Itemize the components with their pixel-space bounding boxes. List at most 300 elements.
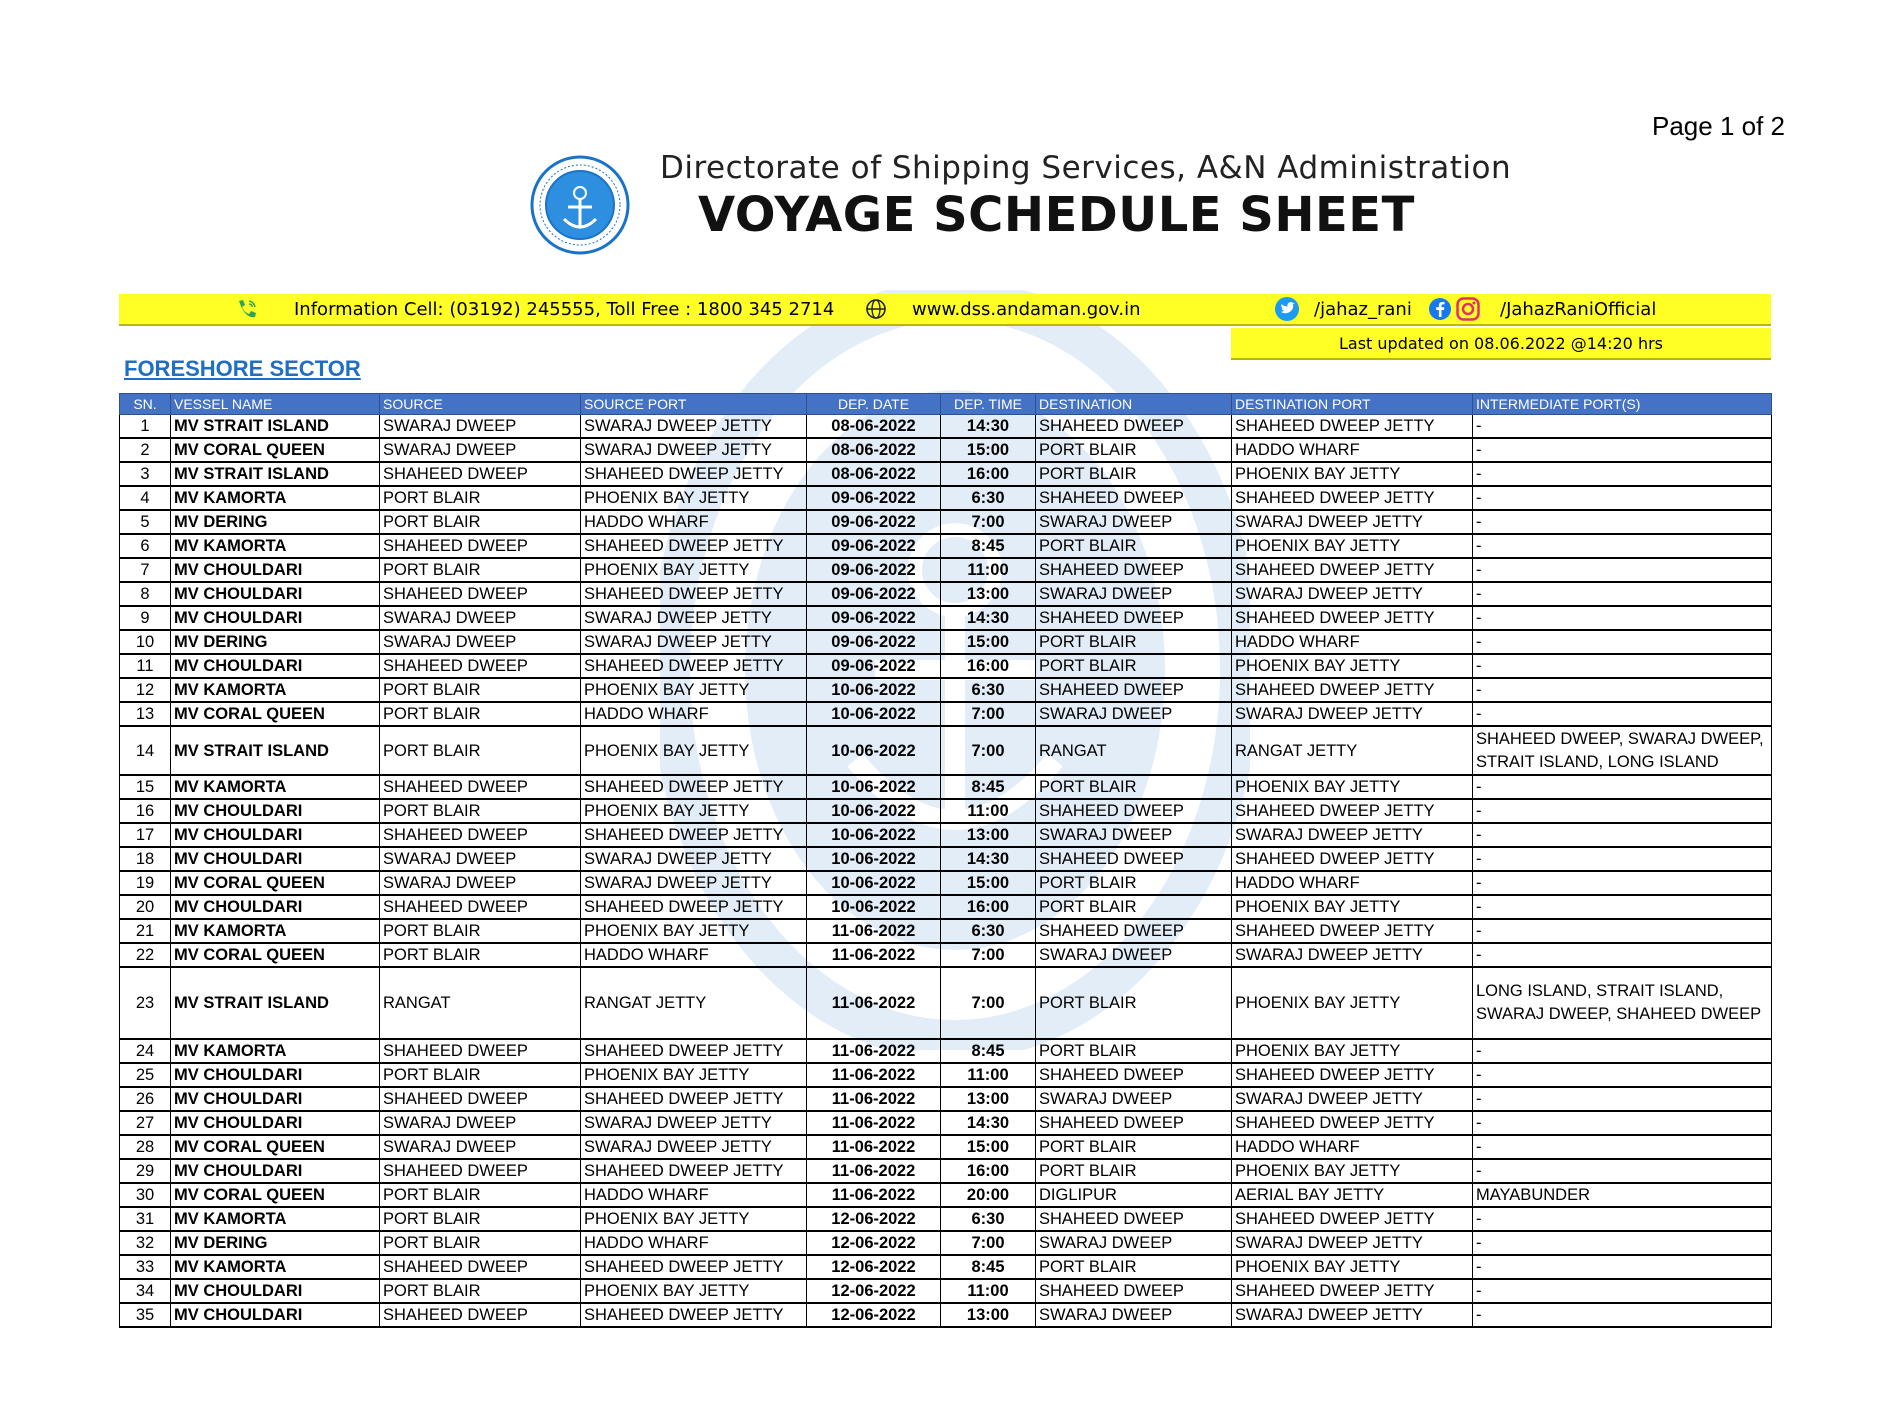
col-vessel-name-cell: MV CORAL QUEEN — [171, 702, 380, 726]
col-intermediate-ports-cell: - — [1473, 1255, 1772, 1279]
col-dep-time-cell: 15:00 — [941, 438, 1036, 462]
col-intermediate-ports-cell: - — [1473, 1207, 1772, 1231]
col-destination-port-cell: AERIAL BAY JETTY — [1232, 1183, 1473, 1207]
table-row — [120, 1231, 1772, 1255]
col-dep-time-cell: 13:00 — [941, 1303, 1036, 1327]
col-destination-port-cell: PHOENIX BAY JETTY — [1232, 775, 1473, 799]
col-vessel-name-cell: MV STRAIT ISLAND — [171, 726, 380, 775]
col-sn-cell: 9 — [120, 606, 171, 630]
col-dep-date-cell: 10-06-2022 — [807, 871, 941, 895]
col-destination-cell: SHAHEED DWEEP — [1036, 1063, 1232, 1087]
col-source-port-cell: PHOENIX BAY JETTY — [581, 799, 807, 823]
table-row — [120, 1207, 1772, 1231]
col-source-cell: PORT BLAIR — [380, 510, 581, 534]
col-source-port-cell: PHOENIX BAY JETTY — [581, 1207, 807, 1231]
col-dep-time-cell: 13:00 — [941, 823, 1036, 847]
table-row — [120, 486, 1772, 510]
col-intermediate-ports-cell: - — [1473, 510, 1772, 534]
table-row — [120, 1183, 1772, 1207]
col-dep-date-header: DEP. DATE — [807, 394, 941, 415]
table-row — [120, 415, 1772, 439]
table-row — [120, 630, 1772, 654]
table-row — [120, 967, 1772, 1039]
col-sn-cell: 19 — [120, 871, 171, 895]
col-destination-cell: SHAHEED DWEEP — [1036, 415, 1232, 439]
col-source-port-cell: SHAHEED DWEEP JETTY — [581, 1255, 807, 1279]
col-destination-cell: SWARAJ DWEEP — [1036, 582, 1232, 606]
table-row — [120, 510, 1772, 534]
col-destination-cell: PORT BLAIR — [1036, 871, 1232, 895]
col-vessel-name-cell: MV CHOULDARI — [171, 558, 380, 582]
col-destination-cell: RANGAT — [1036, 726, 1232, 775]
facebook-icon[interactable] — [1426, 297, 1454, 321]
col-dep-date-cell: 12-06-2022 — [807, 1231, 941, 1255]
col-source-port-cell: SHAHEED DWEEP JETTY — [581, 823, 807, 847]
col-vessel-name-cell: MV DERING — [171, 510, 380, 534]
col-destination-port-cell: RANGAT JETTY — [1232, 726, 1473, 775]
col-source-port-cell: PHOENIX BAY JETTY — [581, 726, 807, 775]
col-dep-date-cell: 10-06-2022 — [807, 702, 941, 726]
col-source-cell: SHAHEED DWEEP — [380, 1159, 581, 1183]
last-updated-banner — [1231, 328, 1771, 360]
table-row — [120, 919, 1772, 943]
col-dep-date-cell: 09-06-2022 — [807, 606, 941, 630]
col-dep-date-cell: 11-06-2022 — [807, 1135, 941, 1159]
col-destination-cell: SWARAJ DWEEP — [1036, 1303, 1232, 1327]
col-dep-time-cell: 20:00 — [941, 1183, 1036, 1207]
col-destination-port-cell: SHAHEED DWEEP JETTY — [1232, 1063, 1473, 1087]
col-destination-cell: SWARAJ DWEEP — [1036, 1087, 1232, 1111]
col-intermediate-ports-cell: - — [1473, 1303, 1772, 1327]
table-row — [120, 895, 1772, 919]
col-intermediate-ports-cell: - — [1473, 1063, 1772, 1087]
col-source-port-cell: PHOENIX BAY JETTY — [581, 486, 807, 510]
col-sn-cell: 7 — [120, 558, 171, 582]
col-destination-cell: SWARAJ DWEEP — [1036, 1231, 1232, 1255]
col-dep-date-cell: 11-06-2022 — [807, 919, 941, 943]
col-vessel-name-cell: MV CHOULDARI — [171, 582, 380, 606]
col-sn-cell: 13 — [120, 702, 171, 726]
col-sn-cell: 34 — [120, 1279, 171, 1303]
col-destination-header: DESTINATION — [1036, 394, 1232, 415]
col-source-cell: PORT BLAIR — [380, 1207, 581, 1231]
col-source-cell: PORT BLAIR — [380, 919, 581, 943]
twitter-icon[interactable] — [1272, 296, 1302, 322]
col-destination-cell: SHAHEED DWEEP — [1036, 486, 1232, 510]
col-vessel-name-header: VESSEL NAME — [171, 394, 380, 415]
col-source-header: SOURCE — [380, 394, 581, 415]
col-source-cell: SHAHEED DWEEP — [380, 895, 581, 919]
col-sn-cell: 22 — [120, 943, 171, 967]
col-dep-time-cell: 6:30 — [941, 678, 1036, 702]
table-row — [120, 558, 1772, 582]
col-vessel-name-cell: MV CHOULDARI — [171, 847, 380, 871]
col-source-port-cell: SHAHEED DWEEP JETTY — [581, 775, 807, 799]
col-destination-port-cell: PHOENIX BAY JETTY — [1232, 1039, 1473, 1063]
col-dep-date-cell: 09-06-2022 — [807, 582, 941, 606]
col-intermediate-ports-cell: - — [1473, 895, 1772, 919]
col-destination-port-cell: SWARAJ DWEEP JETTY — [1232, 582, 1473, 606]
col-dep-time-cell: 7:00 — [941, 726, 1036, 775]
col-destination-port-cell: SHAHEED DWEEP JETTY — [1232, 415, 1473, 439]
table-row — [120, 1255, 1772, 1279]
col-sn-cell: 3 — [120, 462, 171, 486]
col-destination-cell: PORT BLAIR — [1036, 1255, 1232, 1279]
col-sn-cell: 17 — [120, 823, 171, 847]
col-vessel-name-cell: MV CORAL QUEEN — [171, 1183, 380, 1207]
col-destination-port-cell: SHAHEED DWEEP JETTY — [1232, 558, 1473, 582]
col-source-port-cell: SWARAJ DWEEP JETTY — [581, 415, 807, 439]
col-destination-cell: PORT BLAIR — [1036, 462, 1232, 486]
col-destination-cell: SHAHEED DWEEP — [1036, 799, 1232, 823]
col-destination-port-cell: SWARAJ DWEEP JETTY — [1232, 1231, 1473, 1255]
table-row — [120, 799, 1772, 823]
instagram-icon[interactable] — [1454, 297, 1482, 321]
col-dep-time-cell: 11:00 — [941, 799, 1036, 823]
department-seal-logo — [530, 155, 630, 255]
col-destination-cell: PORT BLAIR — [1036, 895, 1232, 919]
col-dep-date-cell: 09-06-2022 — [807, 654, 941, 678]
col-intermediate-ports-cell: - — [1473, 438, 1772, 462]
col-destination-port-cell: SHAHEED DWEEP JETTY — [1232, 799, 1473, 823]
col-destination-cell: PORT BLAIR — [1036, 1135, 1232, 1159]
col-dep-time-cell: 16:00 — [941, 654, 1036, 678]
table-header — [120, 394, 1772, 415]
table-row — [120, 871, 1772, 895]
col-dep-time-cell: 14:30 — [941, 606, 1036, 630]
col-source-port-cell: SWARAJ DWEEP JETTY — [581, 438, 807, 462]
col-dep-time-cell: 15:00 — [941, 630, 1036, 654]
col-dep-time-cell: 8:45 — [941, 1255, 1036, 1279]
col-destination-cell: SWARAJ DWEEP — [1036, 823, 1232, 847]
col-sn-cell: 21 — [120, 919, 171, 943]
col-sn-cell: 29 — [120, 1159, 171, 1183]
col-destination-cell: SHAHEED DWEEP — [1036, 1111, 1232, 1135]
col-dep-date-cell: 10-06-2022 — [807, 799, 941, 823]
col-dep-time-cell: 16:00 — [941, 1159, 1036, 1183]
col-sn-cell: 15 — [120, 775, 171, 799]
col-dep-time-cell: 11:00 — [941, 1279, 1036, 1303]
col-intermediate-ports-cell: - — [1473, 823, 1772, 847]
col-dep-time-cell: 15:00 — [941, 1135, 1036, 1159]
col-dep-time-cell: 13:00 — [941, 582, 1036, 606]
col-destination-cell: PORT BLAIR — [1036, 534, 1232, 558]
col-intermediate-ports-header: INTERMEDIATE PORT(S) — [1473, 394, 1772, 415]
col-vessel-name-cell: MV STRAIT ISLAND — [171, 462, 380, 486]
col-dep-time-header: DEP. TIME — [941, 394, 1036, 415]
col-sn-cell: 20 — [120, 895, 171, 919]
col-sn-cell: 12 — [120, 678, 171, 702]
col-source-port-cell: SWARAJ DWEEP JETTY — [581, 606, 807, 630]
col-intermediate-ports-cell: - — [1473, 799, 1772, 823]
col-intermediate-ports-cell: - — [1473, 702, 1772, 726]
col-destination-cell: SHAHEED DWEEP — [1036, 558, 1232, 582]
col-destination-port-cell: PHOENIX BAY JETTY — [1232, 1255, 1473, 1279]
col-dep-date-cell: 09-06-2022 — [807, 558, 941, 582]
col-source-cell: SWARAJ DWEEP — [380, 606, 581, 630]
table-row — [120, 1063, 1772, 1087]
col-dep-time-cell: 6:30 — [941, 919, 1036, 943]
col-intermediate-ports-cell: - — [1473, 1135, 1772, 1159]
col-source-cell: PORT BLAIR — [380, 943, 581, 967]
col-sn-cell: 18 — [120, 847, 171, 871]
col-destination-port-cell: SWARAJ DWEEP JETTY — [1232, 823, 1473, 847]
col-intermediate-ports-cell: LONG ISLAND, STRAIT ISLAND, SWARAJ DWEEP, SHAHEED DWEEP — [1473, 967, 1772, 1039]
col-source-cell: PORT BLAIR — [380, 486, 581, 510]
col-vessel-name-cell: MV CORAL QUEEN — [171, 871, 380, 895]
col-vessel-name-cell: MV KAMORTA — [171, 775, 380, 799]
col-intermediate-ports-cell: - — [1473, 486, 1772, 510]
col-dep-time-cell: 7:00 — [941, 1231, 1036, 1255]
col-source-port-cell: HADDO WHARF — [581, 1231, 807, 1255]
col-sn-cell: 4 — [120, 486, 171, 510]
col-dep-date-cell: 10-06-2022 — [807, 726, 941, 775]
col-destination-cell: PORT BLAIR — [1036, 630, 1232, 654]
table-row — [120, 678, 1772, 702]
col-intermediate-ports-cell: - — [1473, 678, 1772, 702]
last-updated-text: Last updated on 08.06.2022 @14:20 hrs — [1339, 333, 1663, 353]
col-vessel-name-cell: MV KAMORTA — [171, 1255, 380, 1279]
col-vessel-name-cell: MV CHOULDARI — [171, 654, 380, 678]
col-vessel-name-cell: MV CHOULDARI — [171, 1303, 380, 1327]
col-dep-time-cell: 16:00 — [941, 895, 1036, 919]
col-vessel-name-cell: MV CHOULDARI — [171, 1087, 380, 1111]
col-vessel-name-cell: MV CORAL QUEEN — [171, 1135, 380, 1159]
table-row — [120, 1159, 1772, 1183]
table-row — [120, 1303, 1772, 1327]
col-dep-date-cell: 09-06-2022 — [807, 510, 941, 534]
col-source-port-cell: SHAHEED DWEEP JETTY — [581, 1087, 807, 1111]
col-intermediate-ports-cell: SHAHEED DWEEP, SWARAJ DWEEP, STRAIT ISLAND, LONG ISLAND — [1473, 726, 1772, 775]
col-destination-cell: PORT BLAIR — [1036, 775, 1232, 799]
col-sn-cell: 25 — [120, 1063, 171, 1087]
table-row — [120, 702, 1772, 726]
table-row — [120, 582, 1772, 606]
col-destination-cell: PORT BLAIR — [1036, 1159, 1232, 1183]
col-source-port-cell: HADDO WHARF — [581, 1183, 807, 1207]
col-source-cell: SHAHEED DWEEP — [380, 1039, 581, 1063]
col-dep-time-cell: 16:00 — [941, 462, 1036, 486]
table-row — [120, 726, 1772, 775]
col-intermediate-ports-cell: - — [1473, 1279, 1772, 1303]
col-dep-date-cell: 10-06-2022 — [807, 775, 941, 799]
col-dep-time-cell: 7:00 — [941, 943, 1036, 967]
col-destination-port-cell: SHAHEED DWEEP JETTY — [1232, 1279, 1473, 1303]
col-source-cell: SWARAJ DWEEP — [380, 847, 581, 871]
col-dep-time-cell: 8:45 — [941, 534, 1036, 558]
col-sn-cell: 27 — [120, 1111, 171, 1135]
col-source-port-cell: SHAHEED DWEEP JETTY — [581, 895, 807, 919]
col-destination-port-cell: PHOENIX BAY JETTY — [1232, 654, 1473, 678]
col-sn-cell: 14 — [120, 726, 171, 775]
col-destination-cell: SHAHEED DWEEP — [1036, 678, 1232, 702]
col-destination-port-cell: SWARAJ DWEEP JETTY — [1232, 510, 1473, 534]
col-intermediate-ports-cell: - — [1473, 871, 1772, 895]
col-destination-port-cell: SHAHEED DWEEP JETTY — [1232, 606, 1473, 630]
col-destination-port-cell: SWARAJ DWEEP JETTY — [1232, 943, 1473, 967]
table-row — [120, 534, 1772, 558]
col-sn-cell: 26 — [120, 1087, 171, 1111]
col-vessel-name-cell: MV CHOULDARI — [171, 799, 380, 823]
table-row — [120, 1111, 1772, 1135]
col-dep-date-cell: 08-06-2022 — [807, 462, 941, 486]
col-vessel-name-cell: MV CHOULDARI — [171, 606, 380, 630]
col-vessel-name-cell: MV CORAL QUEEN — [171, 438, 380, 462]
col-dep-date-cell: 11-06-2022 — [807, 943, 941, 967]
twitter-handle[interactable]: /jahaz_rani — [1314, 298, 1412, 320]
col-destination-port-cell: PHOENIX BAY JETTY — [1232, 534, 1473, 558]
col-vessel-name-cell: MV KAMORTA — [171, 678, 380, 702]
col-source-cell: PORT BLAIR — [380, 702, 581, 726]
col-source-cell: SWARAJ DWEEP — [380, 438, 581, 462]
col-source-cell: RANGAT — [380, 967, 581, 1039]
table-row — [120, 775, 1772, 799]
col-destination-cell: SWARAJ DWEEP — [1036, 510, 1232, 534]
website-link[interactable]: www.dss.andaman.gov.in — [912, 298, 1141, 320]
table-row — [120, 823, 1772, 847]
col-destination-cell: SWARAJ DWEEP — [1036, 702, 1232, 726]
col-dep-date-cell: 08-06-2022 — [807, 438, 941, 462]
table-header-row — [120, 394, 1772, 415]
col-source-port-cell: SWARAJ DWEEP JETTY — [581, 871, 807, 895]
col-dep-date-cell: 08-06-2022 — [807, 415, 941, 439]
col-sn-cell: 28 — [120, 1135, 171, 1159]
col-source-cell: SHAHEED DWEEP — [380, 534, 581, 558]
col-dep-date-cell: 12-06-2022 — [807, 1207, 941, 1231]
table-body — [120, 415, 1772, 1328]
col-intermediate-ports-cell: - — [1473, 1111, 1772, 1135]
col-intermediate-ports-cell: - — [1473, 1159, 1772, 1183]
col-destination-port-cell: PHOENIX BAY JETTY — [1232, 462, 1473, 486]
col-destination-cell: PORT BLAIR — [1036, 438, 1232, 462]
page-title: VOYAGE SCHEDULE SHEET — [698, 187, 1415, 243]
col-vessel-name-cell: MV CHOULDARI — [171, 1063, 380, 1087]
col-intermediate-ports-cell: - — [1473, 943, 1772, 967]
table-row — [120, 847, 1772, 871]
col-intermediate-ports-cell: - — [1473, 1231, 1772, 1255]
table-row — [120, 1279, 1772, 1303]
col-source-port-cell: HADDO WHARF — [581, 943, 807, 967]
col-destination-port-cell: SWARAJ DWEEP JETTY — [1232, 1303, 1473, 1327]
col-source-cell: SWARAJ DWEEP — [380, 415, 581, 439]
col-destination-port-cell: HADDO WHARF — [1232, 1135, 1473, 1159]
col-dep-date-cell: 09-06-2022 — [807, 630, 941, 654]
col-sn-cell: 11 — [120, 654, 171, 678]
col-source-port-cell: SHAHEED DWEEP JETTY — [581, 1039, 807, 1063]
col-destination-port-cell: PHOENIX BAY JETTY — [1232, 967, 1473, 1039]
phone-info-text: Information Cell: (03192) 245555, Toll Free : 1800 345 2714 — [294, 298, 835, 320]
col-source-port-cell: PHOENIX BAY JETTY — [581, 558, 807, 582]
col-intermediate-ports-cell: - — [1473, 606, 1772, 630]
col-source-port-cell: PHOENIX BAY JETTY — [581, 919, 807, 943]
col-dep-time-cell: 6:30 — [941, 1207, 1036, 1231]
col-destination-port-cell: SHAHEED DWEEP JETTY — [1232, 678, 1473, 702]
col-intermediate-ports-cell: MAYABUNDER — [1473, 1183, 1772, 1207]
col-source-port-header: SOURCE PORT — [581, 394, 807, 415]
section-title: FORESHORE SECTOR — [124, 356, 361, 381]
col-source-port-cell: SHAHEED DWEEP JETTY — [581, 654, 807, 678]
col-dep-time-cell: 13:00 — [941, 1087, 1036, 1111]
col-source-cell: SHAHEED DWEEP — [380, 582, 581, 606]
col-source-port-cell: HADDO WHARF — [581, 702, 807, 726]
table-row — [120, 1087, 1772, 1111]
col-intermediate-ports-cell: - — [1473, 1087, 1772, 1111]
col-source-port-cell: PHOENIX BAY JETTY — [581, 1279, 807, 1303]
col-source-cell: PORT BLAIR — [380, 1063, 581, 1087]
col-dep-time-cell: 11:00 — [941, 558, 1036, 582]
col-vessel-name-cell: MV CHOULDARI — [171, 1111, 380, 1135]
col-intermediate-ports-cell: - — [1473, 630, 1772, 654]
col-vessel-name-cell: MV CHOULDARI — [171, 895, 380, 919]
col-source-port-cell: HADDO WHARF — [581, 510, 807, 534]
col-destination-port-cell: SHAHEED DWEEP JETTY — [1232, 1111, 1473, 1135]
table-row — [120, 943, 1772, 967]
col-intermediate-ports-cell: - — [1473, 534, 1772, 558]
col-intermediate-ports-cell: - — [1473, 775, 1772, 799]
col-source-cell: PORT BLAIR — [380, 1183, 581, 1207]
col-destination-port-cell: SHAHEED DWEEP JETTY — [1232, 847, 1473, 871]
col-vessel-name-cell: MV DERING — [171, 1231, 380, 1255]
col-sn-cell: 1 — [120, 415, 171, 439]
col-vessel-name-cell: MV CHOULDARI — [171, 1159, 380, 1183]
col-source-port-cell: SWARAJ DWEEP JETTY — [581, 1111, 807, 1135]
col-sn-cell: 35 — [120, 1303, 171, 1327]
col-dep-date-cell: 10-06-2022 — [807, 895, 941, 919]
social-handle[interactable]: /JahazRaniOfficial — [1500, 298, 1657, 320]
col-dep-date-cell: 10-06-2022 — [807, 678, 941, 702]
col-destination-port-cell: SHAHEED DWEEP JETTY — [1232, 1207, 1473, 1231]
col-dep-time-cell: 14:30 — [941, 1111, 1036, 1135]
col-dep-time-cell: 7:00 — [941, 702, 1036, 726]
col-intermediate-ports-cell: - — [1473, 1039, 1772, 1063]
col-dep-date-cell: 11-06-2022 — [807, 1063, 941, 1087]
col-intermediate-ports-cell: - — [1473, 919, 1772, 943]
contact-info-bar — [119, 294, 1771, 326]
col-dep-time-cell: 7:00 — [941, 510, 1036, 534]
col-destination-cell: SHAHEED DWEEP — [1036, 847, 1232, 871]
col-source-port-cell: SHAHEED DWEEP JETTY — [581, 534, 807, 558]
col-destination-port-cell: HADDO WHARF — [1232, 438, 1473, 462]
col-dep-time-cell: 7:00 — [941, 967, 1036, 1039]
col-vessel-name-cell: MV CHOULDARI — [171, 1279, 380, 1303]
voyage-schedule-table — [119, 393, 1772, 1328]
col-destination-port-cell: SHAHEED DWEEP JETTY — [1232, 486, 1473, 510]
col-intermediate-ports-cell: - — [1473, 847, 1772, 871]
col-vessel-name-cell: MV KAMORTA — [171, 1207, 380, 1231]
col-sn-cell: 23 — [120, 967, 171, 1039]
col-sn-cell: 16 — [120, 799, 171, 823]
col-intermediate-ports-cell: - — [1473, 654, 1772, 678]
col-dep-time-cell: 14:30 — [941, 415, 1036, 439]
col-destination-cell: DIGLIPUR — [1036, 1183, 1232, 1207]
col-dep-time-cell: 14:30 — [941, 847, 1036, 871]
table-row — [120, 654, 1772, 678]
col-destination-port-cell: SWARAJ DWEEP JETTY — [1232, 1087, 1473, 1111]
col-destination-port-cell: SWARAJ DWEEP JETTY — [1232, 702, 1473, 726]
col-vessel-name-cell: MV DERING — [171, 630, 380, 654]
col-dep-date-cell: 11-06-2022 — [807, 1039, 941, 1063]
col-source-port-cell: SHAHEED DWEEP JETTY — [581, 1159, 807, 1183]
col-sn-cell: 6 — [120, 534, 171, 558]
col-destination-cell: PORT BLAIR — [1036, 654, 1232, 678]
col-dep-date-cell: 10-06-2022 — [807, 847, 941, 871]
col-sn-cell: 30 — [120, 1183, 171, 1207]
col-dep-date-cell: 11-06-2022 — [807, 1111, 941, 1135]
col-destination-port-cell: HADDO WHARF — [1232, 630, 1473, 654]
col-source-port-cell: PHOENIX BAY JETTY — [581, 678, 807, 702]
col-destination-port-cell: PHOENIX BAY JETTY — [1232, 895, 1473, 919]
col-destination-cell: SWARAJ DWEEP — [1036, 943, 1232, 967]
